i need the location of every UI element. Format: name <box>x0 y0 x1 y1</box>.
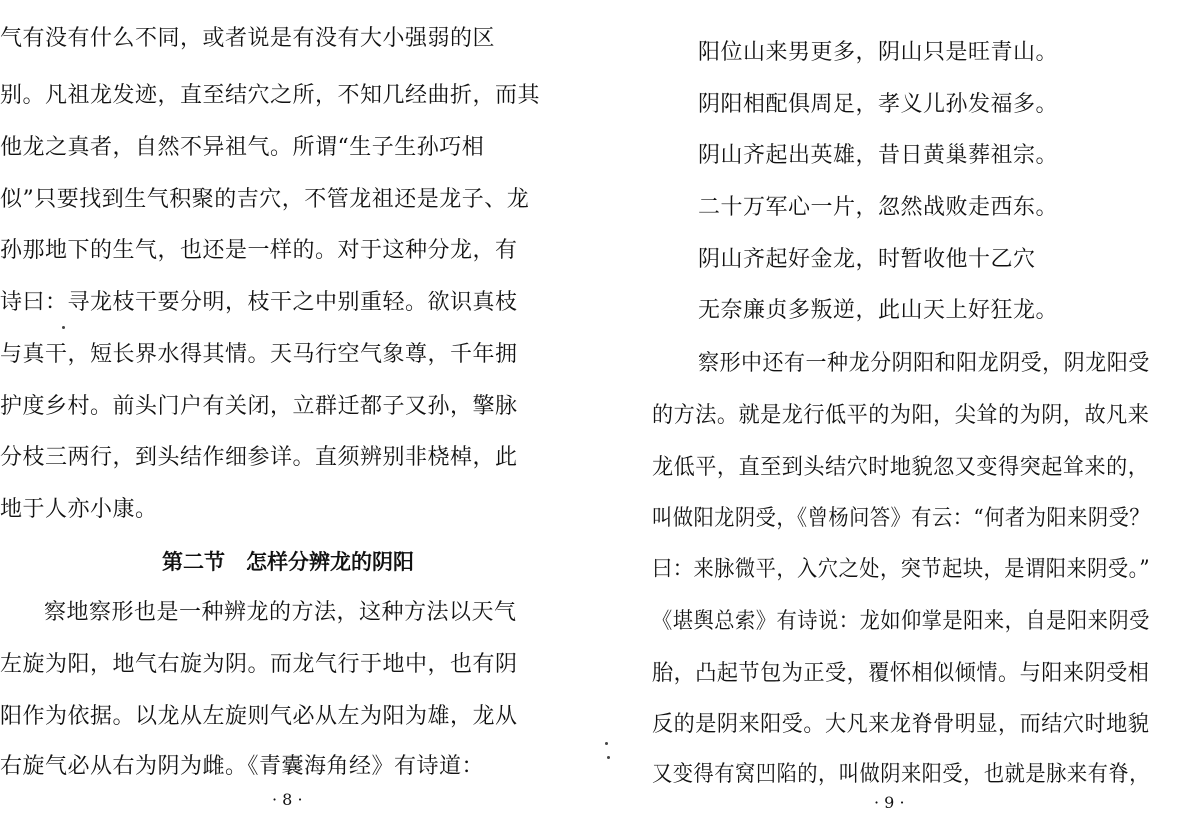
scan-speck <box>62 326 65 329</box>
poem-line: 阴山齐起出英雄，昔日黄巢葬祖宗。 <box>698 143 1059 168</box>
text-line: 叫做阳龙阴受，《曾杨问答》有云：“何者为阳来阴受？ <box>652 506 1151 531</box>
poem-line: 阴阳相配俱周足，孝义儿孙发福多。 <box>698 92 1059 117</box>
text-line: 察地察形也是一种辨龙的方法，这种方法以天气 <box>44 600 517 625</box>
text-line: 又变得有窝凹陷的，叫做阴来阳受，也就是脉来有脊， <box>652 762 1150 787</box>
text-line: 地于人亦小康。 <box>0 497 158 522</box>
poem-line: 阴山齐起好金龙，时暂收他十乙穴 <box>698 247 1036 272</box>
text-line: 左旋为阳，地气右旋为阴。而龙气行于地中，也有阴 <box>0 652 518 677</box>
text-line: 别。凡祖龙发迹，直至结穴之所，不知几经曲折，而其 <box>0 83 541 108</box>
poem-line: 无奈廉贞多叛逆，此山天上好狂龙。 <box>698 298 1059 323</box>
poem-line: 阳位山来男更多，阴山只是旺青山。 <box>698 40 1059 65</box>
text-line: 《堪舆总索》有诗说：龙如仰掌是阳来，自是阳来阴受 <box>652 609 1150 634</box>
text-line: 他龙之真者，自然不异祖气。所谓“生子生孙巧相 <box>0 135 485 160</box>
text-line: 右旋气必从右为阴为雌。《青囊海角经》有诗道： <box>0 754 485 779</box>
page-number: · 9 · <box>874 793 905 812</box>
text-line: 胎，凸起节包为正受，覆怀相似倾情。与阳来阴受相 <box>652 661 1150 686</box>
section-heading: 第二节 怎样分辨龙的阴阳 <box>162 550 414 574</box>
text-line: 似”只要找到生气积聚的吉穴，不管龙祖还是龙子、龙 <box>0 187 530 212</box>
left-page <box>0 0 560 827</box>
text-line: 孙那地下的生气，也还是一样的。对于这种分龙，有 <box>0 238 518 263</box>
text-line: 反的是阴来阳受。大凡来龙脊骨明显，而结穴时地貌 <box>652 712 1150 737</box>
poem-line: 二十万军心一片，忽然战败走西东。 <box>698 195 1059 220</box>
text-line: 气有没有什么不同，或者说是有没有大小强弱的区 <box>0 26 496 51</box>
text-line: 察形中还有一种龙分阴阳和阳龙阴受，阴龙阳受 <box>698 351 1150 376</box>
text-line: 护度乡村。前头门户有关闭，立群迁都子又孙，擎脉 <box>0 394 518 419</box>
page-number: · 8 · <box>272 790 303 809</box>
text-line: 诗曰：寻龙枝干要分明，枝干之中别重轻。欲识真枝 <box>0 290 518 315</box>
right-page <box>590 0 1150 827</box>
text-line: 阳作为依据。以龙从左旋则气必从左为阳为雄，龙从 <box>0 704 518 729</box>
text-line: 曰：来脉微平，入穴之处，突节起块，是谓阳来阴受。” <box>652 557 1151 582</box>
text-line: 与真干，短长界水得其情。天马行空气象尊，千年拥 <box>0 342 518 367</box>
text-line: 的方法。就是龙行低平的为阳，尖耸的为阴，故凡来 <box>652 403 1150 428</box>
text-line: 分枝三两行，到头结作细参详。直须辨别非桡棹，此 <box>0 445 518 470</box>
text-line: 龙低平，直至到头结穴时地貌忽又变得突起耸来的， <box>652 455 1150 480</box>
